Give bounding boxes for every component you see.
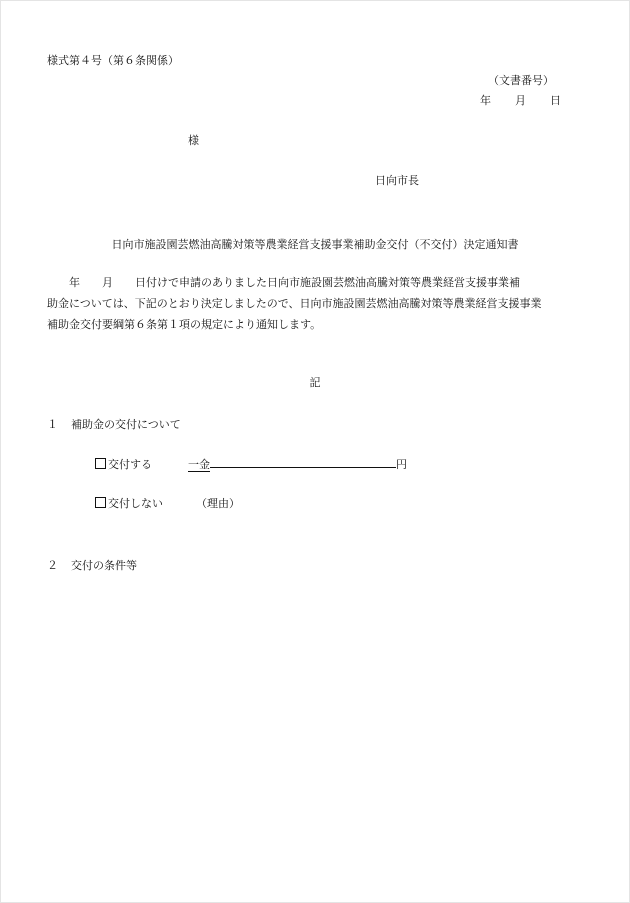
ki-heading: 記 (309, 376, 321, 389)
document-number: （文書番号） (488, 74, 554, 87)
body-line-1: 年 月 日付けで申請のありました日向市施設園芸燃油高騰対策等農業経営支援事業補 (47, 276, 520, 289)
section-2-heading (47, 557, 137, 573)
no-grant-option-label: 交付しない (108, 497, 163, 510)
recipient-suffix: 様 (188, 134, 199, 147)
section-1-title: 補助金の交付について (71, 418, 181, 431)
body-line-3: 補助金交付要綱第６条第１項の規定により通知します。 (47, 318, 322, 331)
document-title: 日向市施設園芸燃油高騰対策等農業経営支援事業補助金交付（不交付）決定通知書 (111, 238, 519, 251)
section-1-number: １ (47, 418, 58, 431)
section-2-title: 交付の条件等 (71, 559, 137, 572)
date-day: 日 (550, 94, 561, 107)
section-2-number: ２ (47, 559, 58, 572)
body-paragraph (47, 272, 589, 335)
no-grant-checkbox[interactable] (95, 497, 106, 508)
grant-checkbox[interactable] (95, 458, 106, 469)
amount-blank-field[interactable] (210, 467, 396, 468)
reason-label: （理由） (196, 497, 240, 510)
amount-prefix: 一金 (188, 458, 210, 471)
form-number: 様式第４号（第６条関係） (47, 54, 179, 67)
grant-option[interactable] (95, 456, 152, 472)
date-year: 年 (480, 94, 491, 107)
section-1-heading (47, 416, 181, 432)
no-grant-option[interactable] (95, 495, 163, 511)
date-month: 月 (515, 94, 526, 107)
sender-name: 日向市長 (375, 174, 419, 187)
grant-option-label: 交付する (108, 458, 152, 471)
body-line-2: 助金については、下記のとおり決定しましたので、日向市施設園芸燃油高騰対策等農業経営支援事業 (47, 297, 542, 310)
grant-amount (188, 456, 407, 472)
date-line (480, 92, 561, 108)
amount-suffix: 円 (396, 458, 407, 471)
